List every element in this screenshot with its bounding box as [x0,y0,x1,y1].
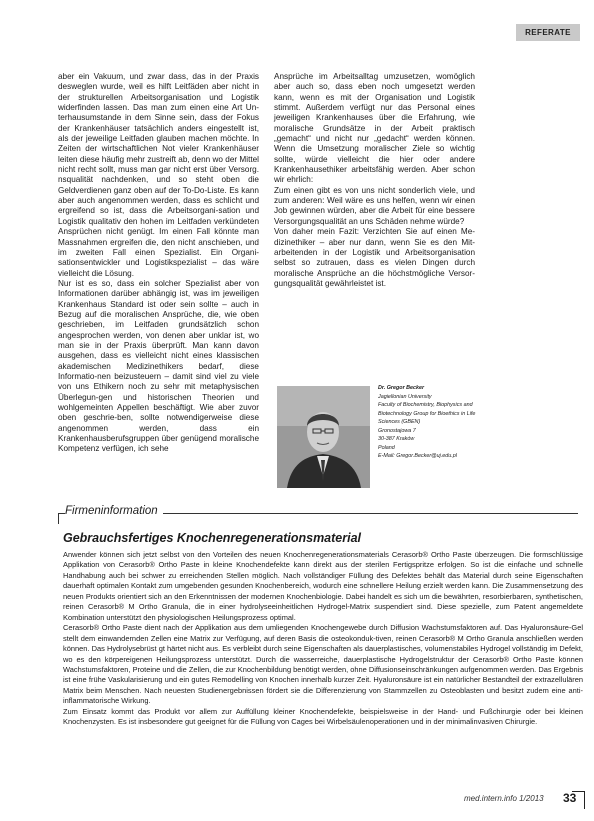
author-city: 30-387 Kraków [378,436,415,442]
author-photo [277,386,370,488]
article-paragraph: Zum einen gibt es von uns nicht sonderlich viele, und zum anderen: Weil wäre es uns helfen, wenn wir einen Job gewinnen würden, aber die Arbeit für eine bessere Versorgungsqualität an uns Schäden nehme würde? [274,185,475,226]
section-label: REFERATE [525,28,571,37]
section-tab [516,24,580,41]
author-affiliation: Jagiellonian University [378,393,432,400]
article-right-column [274,72,475,289]
author-affiliation: Biotechnology Group for Bioethics in Life [378,410,476,417]
author-affiliation: Faculty of Biochemistry, Biophysics and [378,402,473,408]
section-bracket [58,513,62,524]
author-name: Dr. Gregor Becker [378,385,425,391]
firm-info-heading: Gebrauchsfertiges Knochenregenerationsmaterial [63,531,362,545]
author-bio [378,384,523,461]
journal-issue: 1/2013 [519,794,544,803]
firm-info-header [58,505,578,523]
firm-info-body [63,550,583,728]
author-country: Poland [378,444,395,451]
journal-name: med.intern.info [464,794,517,803]
author-affiliation: Sciences (GBEN) [378,419,421,425]
author-email[interactable]: E-Mail: Gregor.Becker@uj.edu.pl [378,453,457,459]
author-portrait-image [277,386,370,488]
firm-info-paragraph: Cerasorb® Ortho Paste dient nach der Applikation aus dem umliegenden Knochengewebe durch Diffusion Wachstumsfaktoren auf. Das Hyaluronsäure-Gel stellt dem einwandernden Zellen eine Matrix zur Verfügung, auf deren Basis die osteokonduk-tiven, reinen Cerasorb® M Ortho Granula anschließen werden können. Das Hydrolysebrüst gt härtet nicht aus. Es verbleibt durch seine Eigenschaften als dauerplastisches, volumenstabiles Hydrogel vollständig im Defekt, wo es den körpereigenen Heilungsprozess unterstützt. Durch die wasserreiche, dauerplastische Hydrogelstruktur der Cerasorb® Ortho Paste können Wachstumsfaktoren, Proteine und die Zellen, die zur Knochenbildung benötigt werden, ohne Diffusionseinschränkungen aufgenommen werden. Das Ergebnis ist eine frühe Vaskularisierung und ein gutes Remodelling von Knochen innerhalb kurzer Zeit. Hyaluronsäure ist ein natürlicher Bestandteil der extrazellulären Matrix beim Menschen. Nach neuesten Studienergebnissen fördert sie die Differenzierung von Stammzellen zu Osteoblasten und besitzt zudem eine anti-inflammatorische Wirkung. [63,623,583,706]
page-number: 33 [563,791,577,805]
article-paragraph: Ansprüche im Arbeitsalltag umzusetzen, womöglich aber auch so, dass eben noch umgesetzt werden kann, wenn es mit der Organisation und Logistik stimmt. Außerdem verfügt nur das Personal eines jeweiligen Krankenhauses über die Erfahrung, wie moralische Grundsätze in der Arbeit praktisch „gemacht“ und nicht nur „gedacht“ werden können. Wenn die Umsetzung moralischer Ziele so wichtig sollte, würde vielleicht die hier oder andere Krankenhausethiker arbeitsfähig werden. Aber schon wir ehrlich: [274,72,475,185]
author-street: Gronostajowa 7 [378,427,416,434]
article-paragraph: Nur ist es so, dass ein solcher Spezialist aber von Informationen darüber abhängig ist, was im jeweiligen Krankenhaus Standard ist oder sein sollte – auch in Bezug auf die moralischen Ansprüche, die, wie oben geschrieben, im Leitfaden grundsätzlich schon angesprochen werden, von denen aber unklar ist, wo man sie in der Praxis überprüft. Man kann davon ausgehen, dass es vielleicht nicht eines klassischen akademischen Medizinethikers bedarf, diese Informatio-nen beizusteuern – damit sind viel zu viele von uns Ethikern noch zu sehr mit metaphysischen Überlegun-gen und historischen Theorien und wohlgemeinten Appellen beschäftigt. Wie aber zuvor oben geschrie-ben, sollte notwendigerweise diese angenommen werden, dass ein Krankenhausberufsgruppen über genügend moralische Kompetenz verfügen, ich sehe [58,278,259,454]
footer-journal [464,794,544,803]
article-paragraph: Von daher mein Fazit: Verzichten Sie auf einen Me-dizinethiker – aber nur dann, wenn Sie es den Mit-arbeitenden in der Logistik und Arbeitsorganisation selbst so zutrauen, dass es vielen Dingen durch moralische Ansprüche an die höchstmögliche Versor-gungsqualität gewährleistet ist. [274,227,475,288]
firm-info-paragraph: Zum Einsatz kommt das Produkt vor allem zur Auffüllung kleiner Knochendefekte, beispielsweise in der Hand- und Fußchirurgie oder bei kleinen Knochenzysten. Es ist insbesondere gut geeignet für die Füllung von Cages bei Wirbelsäulenoperationen und in der minimalinvasiven Chirurgie. [63,706,583,727]
article-paragraph: aber ein Vakuum, und zwar dass, das in der Praxis desweglen wurde, weil es hilft Leitfäden aber nicht in der strukturellen Arbeitsorganisation und Logistik widerfinden lassen. Das man zum einen eine Art Un-terhausumstande in dem Sinne sein, dass der Fokus der Krankenhäuser tatsächlich anders eingestellt ist, als der jeweilige Leitfaden glauben machen möchte. In Zeiten der wirtschaftlichen Not vieler Krankenhäuser leiten diese häufig mehr zustreift ab, denn wo der Mittel nicht recht sollt, muss man gar nicht erst über Versorg. nsqualität nachdenken, und so steht oben die Geldverdienen ganz oben auf der To-Do-Liste. Es kann aber auch angenommen werden, dass es schlicht und ergreifend so ist, dass die Arbeitsorgani-sation und Logistik qualitativ den hohen im Leitfaden verkündeten Ansprüchen nicht genügt. Im einen Fall könnte man Massnahmen ergreifen die, den nicht anschieben, und im zweiten Fall einen Spezialist. Ein Organi-sationsentwickler und Logistikspezialist – das wäre vielleicht die Lösung. [58,72,259,278]
firm-info-title: Firmeninformation [65,505,163,517]
article-left-column [58,72,259,455]
firm-info-paragraph: Anwender können sich jetzt selbst von den Vorteilen des neuen Knochenregenerationsmaterials Cerasorb® Ortho Paste überzeugen. Die formschlüssige Applikation von Cerasorb® Ortho Paste in kleine Knochendefekte kann direkt aus der sterilen Fertigspritze erfolgen. So ist die einfache und schnelle Handhabung auch bei schwer zu erreichenden Stellen möglich. Nach vollständiger Füllung des Defektes behält das Material durch seine Eigenschaften dauerhaft optimalen Kontakt zum umgebenden gesunden Knochenbereich, wodurch eine schnellere Heilung erzielt werden kann. Die Zusammensetzung des neuen Produkts orientiert sich an den Erkenntnissen der modernen Knochenbiologie. Dabei handelt es sich um die bewährten, resorbierbaren, synthetischen, reinen Cerasorb® M Ortho Granula, die in einer hydrolyseeinheitlichen Hydrogel-Matrix suspendiert sind. Diese spezielle, zum Patent angemeldete Kombination unterstützt den physiologischen Heilungsprozess optimal. [63,550,583,622]
